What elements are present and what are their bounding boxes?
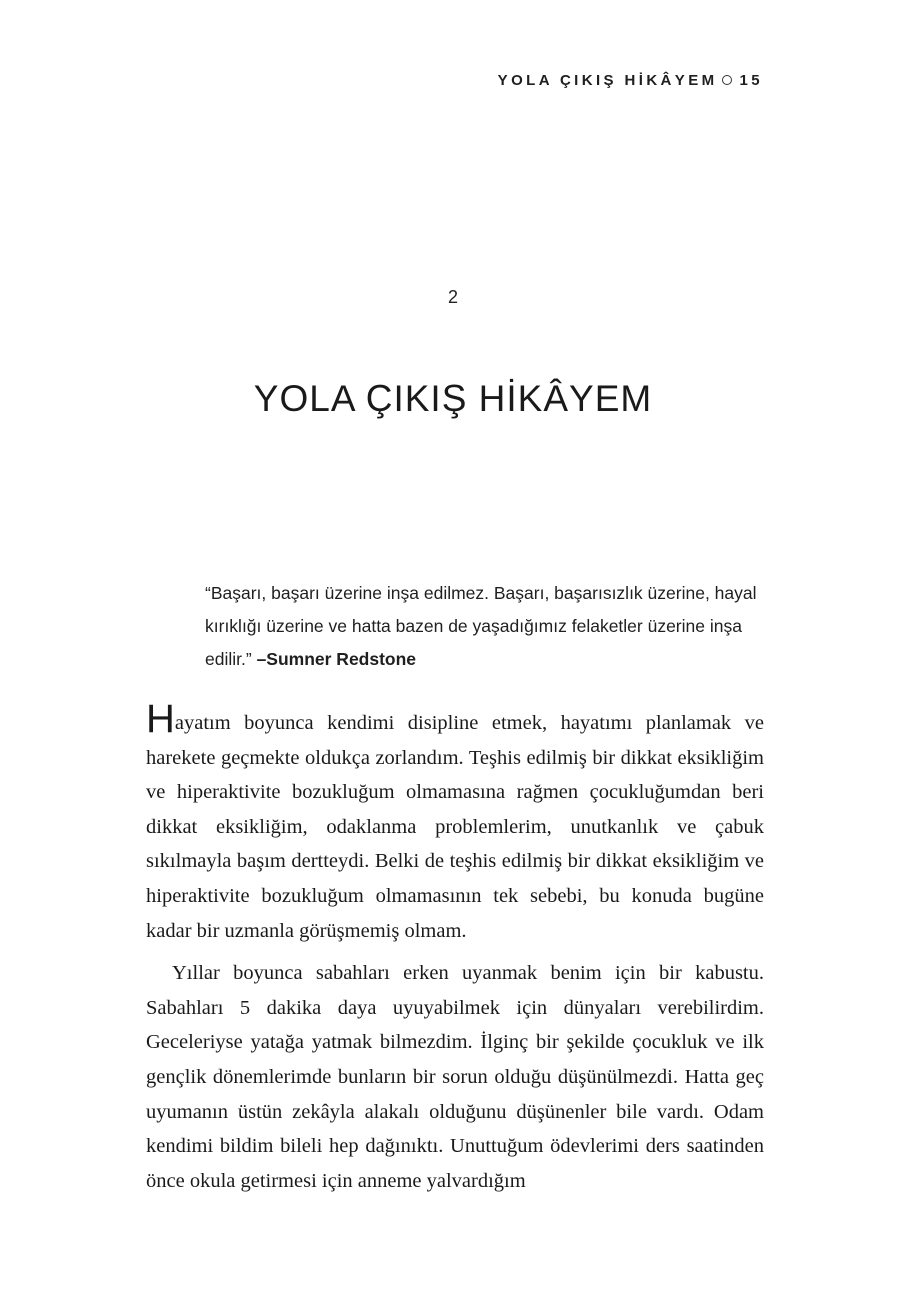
running-header: [498, 72, 763, 89]
epigraph-quote: “Başarı, başarı üzerine inşa edilmez. Başarı, başarısızlık üzerine, hayal kırıklığı üzerine ve hatta bazen de yaşadığımız felaketler üzerine inşa edilir.”: [205, 583, 757, 669]
chapter-title: YOLA ÇIKIŞ HİKÂYEM: [253, 378, 653, 419]
paragraph: Yıllar boyunca sabahları erken uyanmak benim için bir kabustu. Sabahları 5 dakika daya uyuyabilmek için dünyaları verebilirdim. Geceleriyse yatağa yatmak bilmezdim. İlginç bir şekilde çocukluk ve ilk gençlik dönemlerimde bunların bir sorun olduğu düşünülmezdi. Hatta geç uyumanın üstün zekâyla alakalı olduğunu düşünenler bile vardı. Odam kendimi bildim bileli hep dağınıktı. Unuttuğum ödevlerimi ders saatinden önce okula getirmesi için anneme yalvardığım: [146, 962, 764, 1192]
epigraph-author: –Sumner Redstone: [256, 649, 417, 669]
page-number: 15: [739, 72, 763, 89]
paragraph-text: ayatım boyunca kendimi disipline etmek, hayatımı planlamak ve harekete geçmekte oldukça zorlandım. Teşhis edilmiş bir dikkat eksikliğim ve hiperaktivite bozukluğum olmamasına rağmen çocukluğumdan beri dikkat eksikliğim, odaklanma problemlerim, unutkanlık ve çabuk sıkılmayla başım dertteydi. Belki de teşhis edilmiş bir dikkat eksikliğim ve hiperaktivite bozukluğum olmamasının tek sebebi, bu konuda bugüne kadar bir uzmanla görüşmemiş olmam.: [146, 712, 764, 942]
running-header-title: YOLA ÇIKIŞ HİKÂYEM: [497, 72, 718, 89]
body-text: [146, 697, 764, 1198]
drop-cap: H: [146, 697, 175, 741]
chapter-number: 2: [447, 287, 458, 307]
paragraph: [146, 697, 764, 948]
epigraph: [205, 577, 765, 676]
circle-separator-icon: [722, 75, 732, 85]
